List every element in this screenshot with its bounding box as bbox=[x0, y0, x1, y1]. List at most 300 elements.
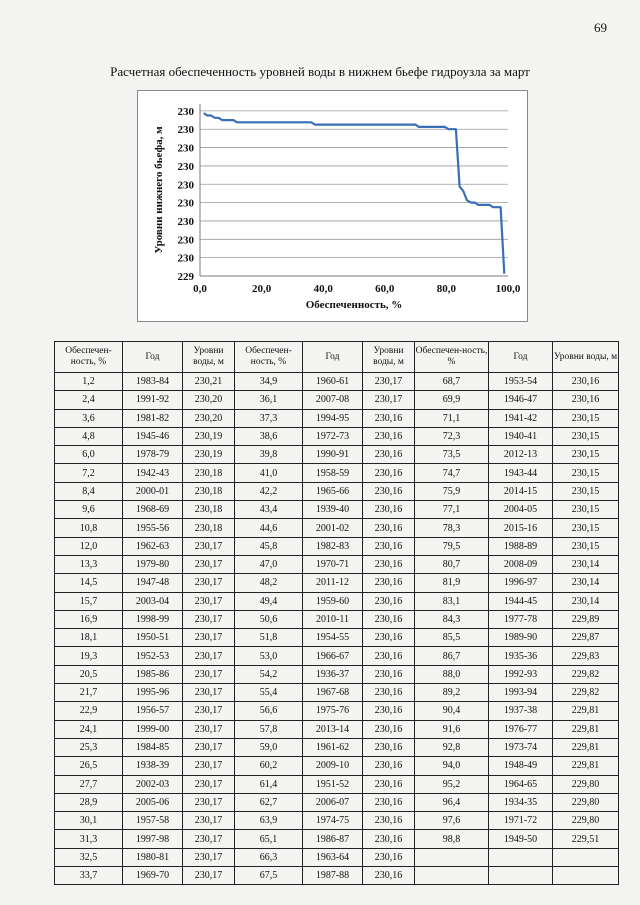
table-cell: 229,80 bbox=[553, 812, 619, 830]
table-cell bbox=[553, 867, 619, 885]
table-cell: 1965-66 bbox=[303, 482, 363, 500]
table-cell: 26,5 bbox=[55, 757, 123, 775]
table-cell: 229,87 bbox=[553, 629, 619, 647]
table-cell: 229,51 bbox=[553, 830, 619, 848]
document-title: Расчетная обеспеченность уровней воды в нижнем бьефе гидроузла за март bbox=[110, 64, 530, 79]
table-cell: 1949-50 bbox=[489, 830, 553, 848]
header-level-1: Уровни воды, м bbox=[183, 342, 235, 373]
table-row bbox=[55, 665, 619, 683]
table-cell: 1950-51 bbox=[123, 629, 183, 647]
table-cell: 1975-76 bbox=[303, 702, 363, 720]
page-number: 69 bbox=[594, 20, 607, 35]
table-cell: 1985-86 bbox=[123, 665, 183, 683]
x-tick-label: 100,0 bbox=[495, 283, 521, 295]
table-cell: 1971-72 bbox=[489, 812, 553, 830]
table-cell: 1970-71 bbox=[303, 555, 363, 573]
table-cell: 14,5 bbox=[55, 574, 123, 592]
table-cell: 1980-81 bbox=[123, 848, 183, 866]
table-cell: 1988-89 bbox=[489, 537, 553, 555]
table-cell: 68,7 bbox=[415, 373, 489, 391]
table-cell: 230,16 bbox=[363, 427, 415, 445]
y-tick-label: 230 bbox=[177, 197, 194, 210]
table-cell: 230,18 bbox=[183, 519, 235, 537]
table-cell: 230,21 bbox=[183, 373, 235, 391]
table-cell: 1986-87 bbox=[303, 830, 363, 848]
header-supply-3: Обеспечен-ность, % bbox=[415, 342, 489, 373]
table-cell: 229,81 bbox=[553, 702, 619, 720]
table-cell: 90,4 bbox=[415, 702, 489, 720]
table-cell: 1977-78 bbox=[489, 610, 553, 628]
x-tick-label: 0,0 bbox=[193, 283, 207, 295]
table-cell: 66,3 bbox=[235, 848, 303, 866]
table-row bbox=[55, 720, 619, 738]
table-cell: 230,19 bbox=[183, 427, 235, 445]
y-tick-label: 230 bbox=[177, 160, 194, 173]
y-tick-label: 230 bbox=[177, 252, 194, 265]
table-cell: 1951-52 bbox=[303, 775, 363, 793]
table-cell: 41,0 bbox=[235, 464, 303, 482]
table-row bbox=[55, 793, 619, 811]
table-cell: 53,0 bbox=[235, 647, 303, 665]
table-cell: 61,4 bbox=[235, 775, 303, 793]
table-cell: 2008-09 bbox=[489, 555, 553, 573]
table-body bbox=[55, 373, 619, 885]
table-cell: 2012-13 bbox=[489, 446, 553, 464]
table-row bbox=[55, 464, 619, 482]
table-cell: 21,7 bbox=[55, 684, 123, 702]
table-cell: 1992-93 bbox=[489, 665, 553, 683]
table-cell: 34,9 bbox=[235, 373, 303, 391]
table-cell: 230,16 bbox=[363, 629, 415, 647]
table-cell: 230,16 bbox=[363, 830, 415, 848]
table-cell: 1938-39 bbox=[123, 757, 183, 775]
table-row bbox=[55, 610, 619, 628]
table-cell: 230,16 bbox=[363, 775, 415, 793]
table-cell: 2003-04 bbox=[123, 592, 183, 610]
table-cell: 1946-47 bbox=[489, 391, 553, 409]
table-cell: 27,7 bbox=[55, 775, 123, 793]
table-cell: 229,89 bbox=[553, 610, 619, 628]
table-cell: 2007-08 bbox=[303, 391, 363, 409]
table-row bbox=[55, 537, 619, 555]
table-row bbox=[55, 391, 619, 409]
table-cell: 230,15 bbox=[553, 501, 619, 519]
table-cell: 1963-64 bbox=[303, 848, 363, 866]
table-cell: 230,16 bbox=[363, 482, 415, 500]
table-cell: 36,1 bbox=[235, 391, 303, 409]
table-row bbox=[55, 373, 619, 391]
table-cell bbox=[415, 848, 489, 866]
table-row bbox=[55, 555, 619, 573]
table-cell: 33,7 bbox=[55, 867, 123, 885]
table-cell: 54,2 bbox=[235, 665, 303, 683]
x-axis-title: Обеспеченность, % bbox=[305, 299, 403, 311]
table-cell: 1974-75 bbox=[303, 812, 363, 830]
x-tick-label: 40,0 bbox=[313, 283, 333, 295]
table-cell: 230,17 bbox=[183, 812, 235, 830]
table-cell: 2002-03 bbox=[123, 775, 183, 793]
table-cell: 230,17 bbox=[183, 848, 235, 866]
table-cell: 230,17 bbox=[363, 373, 415, 391]
table-cell: 1984-85 bbox=[123, 738, 183, 756]
table-cell: 49,4 bbox=[235, 592, 303, 610]
table-cell: 230,16 bbox=[363, 446, 415, 464]
table-cell: 9,6 bbox=[55, 501, 123, 519]
table-cell: 1959-60 bbox=[303, 592, 363, 610]
table-row bbox=[55, 812, 619, 830]
table-cell: 230,17 bbox=[183, 793, 235, 811]
header-year-1: Год bbox=[123, 342, 183, 373]
table-row bbox=[55, 519, 619, 537]
table-cell: 229,80 bbox=[553, 793, 619, 811]
table-cell: 1948-49 bbox=[489, 757, 553, 775]
table-cell: 48,2 bbox=[235, 574, 303, 592]
table-cell: 230,16 bbox=[553, 391, 619, 409]
table-cell: 230,17 bbox=[183, 720, 235, 738]
table-cell: 74,7 bbox=[415, 464, 489, 482]
table-cell: 1953-54 bbox=[489, 373, 553, 391]
table-cell: 2013-14 bbox=[303, 720, 363, 738]
table-cell: 230,17 bbox=[183, 830, 235, 848]
table-cell: 230,16 bbox=[363, 848, 415, 866]
table-cell: 1936-37 bbox=[303, 665, 363, 683]
table-cell: 71,1 bbox=[415, 409, 489, 427]
table-cell: 79,5 bbox=[415, 537, 489, 555]
table-cell: 230,17 bbox=[183, 555, 235, 573]
table-row bbox=[55, 848, 619, 866]
table-cell: 230,17 bbox=[183, 647, 235, 665]
table-cell: 229,81 bbox=[553, 720, 619, 738]
table-row bbox=[55, 427, 619, 445]
table-cell: 1989-90 bbox=[489, 629, 553, 647]
table-cell: 1966-67 bbox=[303, 647, 363, 665]
table-cell: 2001-02 bbox=[303, 519, 363, 537]
table-cell: 230,15 bbox=[553, 519, 619, 537]
table-cell: 230,17 bbox=[183, 610, 235, 628]
chart-svg bbox=[138, 91, 527, 321]
table-cell: 67,5 bbox=[235, 867, 303, 885]
table-cell: 230,16 bbox=[363, 592, 415, 610]
table-cell: 230,17 bbox=[183, 867, 235, 885]
table-cell: 1934-35 bbox=[489, 793, 553, 811]
y-tick-label: 230 bbox=[177, 179, 194, 192]
table-cell: 2005-06 bbox=[123, 793, 183, 811]
table-cell: 25,3 bbox=[55, 738, 123, 756]
table-cell: 84,3 bbox=[415, 610, 489, 628]
table-cell: 229,81 bbox=[553, 757, 619, 775]
table-cell: 39,8 bbox=[235, 446, 303, 464]
table-cell: 6,0 bbox=[55, 446, 123, 464]
table-cell: 97,6 bbox=[415, 812, 489, 830]
table-cell: 1994-95 bbox=[303, 409, 363, 427]
table-row bbox=[55, 775, 619, 793]
table-cell: 230,17 bbox=[183, 665, 235, 683]
table-cell: 1960-61 bbox=[303, 373, 363, 391]
table-cell: 88,0 bbox=[415, 665, 489, 683]
y-tick-label: 230 bbox=[177, 142, 194, 155]
table-cell: 31,3 bbox=[55, 830, 123, 848]
table-cell: 230,16 bbox=[363, 867, 415, 885]
table-cell: 1947-48 bbox=[123, 574, 183, 592]
table-cell: 230,16 bbox=[363, 757, 415, 775]
table-cell: 8,4 bbox=[55, 482, 123, 500]
table-cell: 12,0 bbox=[55, 537, 123, 555]
table-cell: 230,15 bbox=[553, 537, 619, 555]
table-cell: 230,16 bbox=[363, 537, 415, 555]
data-table bbox=[54, 341, 619, 885]
table-row bbox=[55, 574, 619, 592]
table-cell: 65,1 bbox=[235, 830, 303, 848]
table-cell: 80,7 bbox=[415, 555, 489, 573]
table-cell: 230,16 bbox=[363, 555, 415, 573]
table-cell: 1969-70 bbox=[123, 867, 183, 885]
table-cell: 1,2 bbox=[55, 373, 123, 391]
table-cell: 230,15 bbox=[553, 409, 619, 427]
table-cell: 1983-84 bbox=[123, 373, 183, 391]
table-cell: 10,8 bbox=[55, 519, 123, 537]
table-cell: 230,17 bbox=[183, 702, 235, 720]
table-cell: 230,16 bbox=[363, 665, 415, 683]
header-level-3: Уровни воды, м bbox=[553, 342, 619, 373]
table-cell: 1993-94 bbox=[489, 684, 553, 702]
table-cell: 230,18 bbox=[183, 464, 235, 482]
table-cell: 59,0 bbox=[235, 738, 303, 756]
table-cell: 38,6 bbox=[235, 427, 303, 445]
table-cell: 230,17 bbox=[183, 775, 235, 793]
table-cell: 1945-46 bbox=[123, 427, 183, 445]
table-cell: 230,15 bbox=[553, 482, 619, 500]
table-cell: 230,16 bbox=[363, 409, 415, 427]
table-cell: 230,16 bbox=[363, 702, 415, 720]
table-cell: 32,5 bbox=[55, 848, 123, 866]
table-row bbox=[55, 501, 619, 519]
table-cell: 1991-92 bbox=[123, 391, 183, 409]
series-line bbox=[204, 113, 505, 274]
table-cell: 230,17 bbox=[183, 738, 235, 756]
table-cell: 2015-16 bbox=[489, 519, 553, 537]
table-cell: 230,16 bbox=[363, 574, 415, 592]
table-cell: 230,16 bbox=[363, 684, 415, 702]
table-header-row bbox=[55, 342, 619, 373]
table-cell: 230,17 bbox=[183, 629, 235, 647]
table-cell: 230,16 bbox=[553, 373, 619, 391]
x-tick-label: 80,0 bbox=[436, 283, 457, 295]
table-cell: 229,80 bbox=[553, 775, 619, 793]
table-cell: 1978-79 bbox=[123, 446, 183, 464]
table-cell: 230,16 bbox=[363, 720, 415, 738]
table-cell: 56,6 bbox=[235, 702, 303, 720]
table-cell: 62,7 bbox=[235, 793, 303, 811]
table-cell: 42,2 bbox=[235, 482, 303, 500]
table-cell: 230,17 bbox=[183, 574, 235, 592]
table-cell: 75,9 bbox=[415, 482, 489, 500]
table-cell: 2004-05 bbox=[489, 501, 553, 519]
table-cell: 1957-58 bbox=[123, 812, 183, 830]
table-cell: 1942-43 bbox=[123, 464, 183, 482]
table-cell: 2006-07 bbox=[303, 793, 363, 811]
table-cell: 230,16 bbox=[363, 519, 415, 537]
table-cell: 230,18 bbox=[183, 482, 235, 500]
table-cell: 44,6 bbox=[235, 519, 303, 537]
table-row bbox=[55, 702, 619, 720]
table-row bbox=[55, 647, 619, 665]
table-cell: 1937-38 bbox=[489, 702, 553, 720]
table-cell: 1996-97 bbox=[489, 574, 553, 592]
table-cell: 2009-10 bbox=[303, 757, 363, 775]
table-cell: 230,16 bbox=[363, 793, 415, 811]
x-tick-label: 60,0 bbox=[375, 283, 395, 295]
table-cell: 1999-00 bbox=[123, 720, 183, 738]
table-cell: 230,20 bbox=[183, 409, 235, 427]
table-cell: 230,15 bbox=[553, 446, 619, 464]
table-row bbox=[55, 867, 619, 885]
table-cell: 230,16 bbox=[363, 647, 415, 665]
table-cell: 230,14 bbox=[553, 555, 619, 573]
table-cell: 230,16 bbox=[363, 464, 415, 482]
table-cell: 3,6 bbox=[55, 409, 123, 427]
table-cell: 51,8 bbox=[235, 629, 303, 647]
table-cell: 20,5 bbox=[55, 665, 123, 683]
table-cell: 1944-45 bbox=[489, 592, 553, 610]
table-cell: 30,1 bbox=[55, 812, 123, 830]
header-year-2: Год bbox=[303, 342, 363, 373]
table-cell: 1987-88 bbox=[303, 867, 363, 885]
table-cell: 57,8 bbox=[235, 720, 303, 738]
table-cell: 19,3 bbox=[55, 647, 123, 665]
table-cell: 1961-62 bbox=[303, 738, 363, 756]
table-cell: 1940-41 bbox=[489, 427, 553, 445]
table-cell: 229,82 bbox=[553, 684, 619, 702]
table-cell: 2000-01 bbox=[123, 482, 183, 500]
table-cell: 1964-65 bbox=[489, 775, 553, 793]
y-axis-title: Уровни нижнего бьефа, м bbox=[153, 126, 165, 254]
table-cell: 1958-59 bbox=[303, 464, 363, 482]
table-row bbox=[55, 629, 619, 647]
table-cell: 55,4 bbox=[235, 684, 303, 702]
table-row bbox=[55, 592, 619, 610]
table-cell: 230,16 bbox=[363, 738, 415, 756]
table-cell: 15,7 bbox=[55, 592, 123, 610]
table-cell: 1941-42 bbox=[489, 409, 553, 427]
table-cell: 89,2 bbox=[415, 684, 489, 702]
table-cell: 47,0 bbox=[235, 555, 303, 573]
table-cell: 1979-80 bbox=[123, 555, 183, 573]
table-cell bbox=[489, 848, 553, 866]
header-level-2: Уровни воды, м bbox=[363, 342, 415, 373]
table-cell: 1998-99 bbox=[123, 610, 183, 628]
table-cell: 1972-73 bbox=[303, 427, 363, 445]
table-row bbox=[55, 738, 619, 756]
table-cell: 43,4 bbox=[235, 501, 303, 519]
table-cell: 1990-91 bbox=[303, 446, 363, 464]
table-cell: 229,81 bbox=[553, 738, 619, 756]
table-cell: 95,2 bbox=[415, 775, 489, 793]
table-cell: 230,15 bbox=[553, 464, 619, 482]
table-cell: 230,14 bbox=[553, 592, 619, 610]
y-tick-label: 230 bbox=[177, 234, 194, 247]
table-cell: 1995-96 bbox=[123, 684, 183, 702]
table-cell: 83,1 bbox=[415, 592, 489, 610]
table-cell: 1981-82 bbox=[123, 409, 183, 427]
table-cell: 1956-57 bbox=[123, 702, 183, 720]
table-cell: 230,16 bbox=[363, 610, 415, 628]
table-cell: 81,9 bbox=[415, 574, 489, 592]
y-tick-label: 230 bbox=[177, 105, 194, 118]
table-cell: 2011-12 bbox=[303, 574, 363, 592]
table-cell: 77,1 bbox=[415, 501, 489, 519]
table-row bbox=[55, 482, 619, 500]
table-cell: 78,3 bbox=[415, 519, 489, 537]
table-cell: 45,8 bbox=[235, 537, 303, 555]
table-cell: 1967-68 bbox=[303, 684, 363, 702]
table-cell: 96,4 bbox=[415, 793, 489, 811]
table-cell: 1968-69 bbox=[123, 501, 183, 519]
table-cell: 92,8 bbox=[415, 738, 489, 756]
y-tick-label: 230 bbox=[177, 215, 194, 228]
table-cell: 2,4 bbox=[55, 391, 123, 409]
table-cell: 63,9 bbox=[235, 812, 303, 830]
table-cell: 230,14 bbox=[553, 574, 619, 592]
table-cell: 230,17 bbox=[363, 391, 415, 409]
table-cell: 37,3 bbox=[235, 409, 303, 427]
table-cell: 1997-98 bbox=[123, 830, 183, 848]
y-tick-label: 229 bbox=[177, 271, 194, 283]
table-cell: 230,17 bbox=[183, 592, 235, 610]
table-row bbox=[55, 830, 619, 848]
table-cell: 60,2 bbox=[235, 757, 303, 775]
y-tick-label: 230 bbox=[177, 124, 194, 137]
table-cell: 230,17 bbox=[183, 757, 235, 775]
table-cell: 1952-53 bbox=[123, 647, 183, 665]
table-cell: 1976-77 bbox=[489, 720, 553, 738]
chart-container bbox=[137, 90, 528, 322]
table-cell: 91,6 bbox=[415, 720, 489, 738]
table-cell: 13,3 bbox=[55, 555, 123, 573]
table-cell: 4,8 bbox=[55, 427, 123, 445]
table-cell: 1962-63 bbox=[123, 537, 183, 555]
table-cell: 18,1 bbox=[55, 629, 123, 647]
table-cell: 16,9 bbox=[55, 610, 123, 628]
table-cell: 72,3 bbox=[415, 427, 489, 445]
table-cell: 2014-15 bbox=[489, 482, 553, 500]
table-cell: 230,19 bbox=[183, 446, 235, 464]
table-cell: 98,8 bbox=[415, 830, 489, 848]
table-row bbox=[55, 409, 619, 427]
table-cell: 229,82 bbox=[553, 665, 619, 683]
table-cell: 24,1 bbox=[55, 720, 123, 738]
table-cell: 69,9 bbox=[415, 391, 489, 409]
table-cell: 1982-83 bbox=[303, 537, 363, 555]
table-cell: 2010-11 bbox=[303, 610, 363, 628]
table-cell: 1943-44 bbox=[489, 464, 553, 482]
table-cell bbox=[415, 867, 489, 885]
table-cell: 229,83 bbox=[553, 647, 619, 665]
table-cell: 1955-56 bbox=[123, 519, 183, 537]
table-cell: 1935-36 bbox=[489, 647, 553, 665]
table-cell: 230,17 bbox=[183, 684, 235, 702]
table-row bbox=[55, 684, 619, 702]
table-cell bbox=[489, 867, 553, 885]
table-row bbox=[55, 446, 619, 464]
x-tick-label: 20,0 bbox=[251, 283, 272, 295]
table-cell: 73,5 bbox=[415, 446, 489, 464]
header-supply-2: Обеспечен-ность, % bbox=[235, 342, 303, 373]
header-supply-1: Обеспечен-ность, % bbox=[55, 342, 123, 373]
table-cell: 230,17 bbox=[183, 537, 235, 555]
table-cell: 230,16 bbox=[363, 501, 415, 519]
table-cell: 1954-55 bbox=[303, 629, 363, 647]
table-cell: 1939-40 bbox=[303, 501, 363, 519]
